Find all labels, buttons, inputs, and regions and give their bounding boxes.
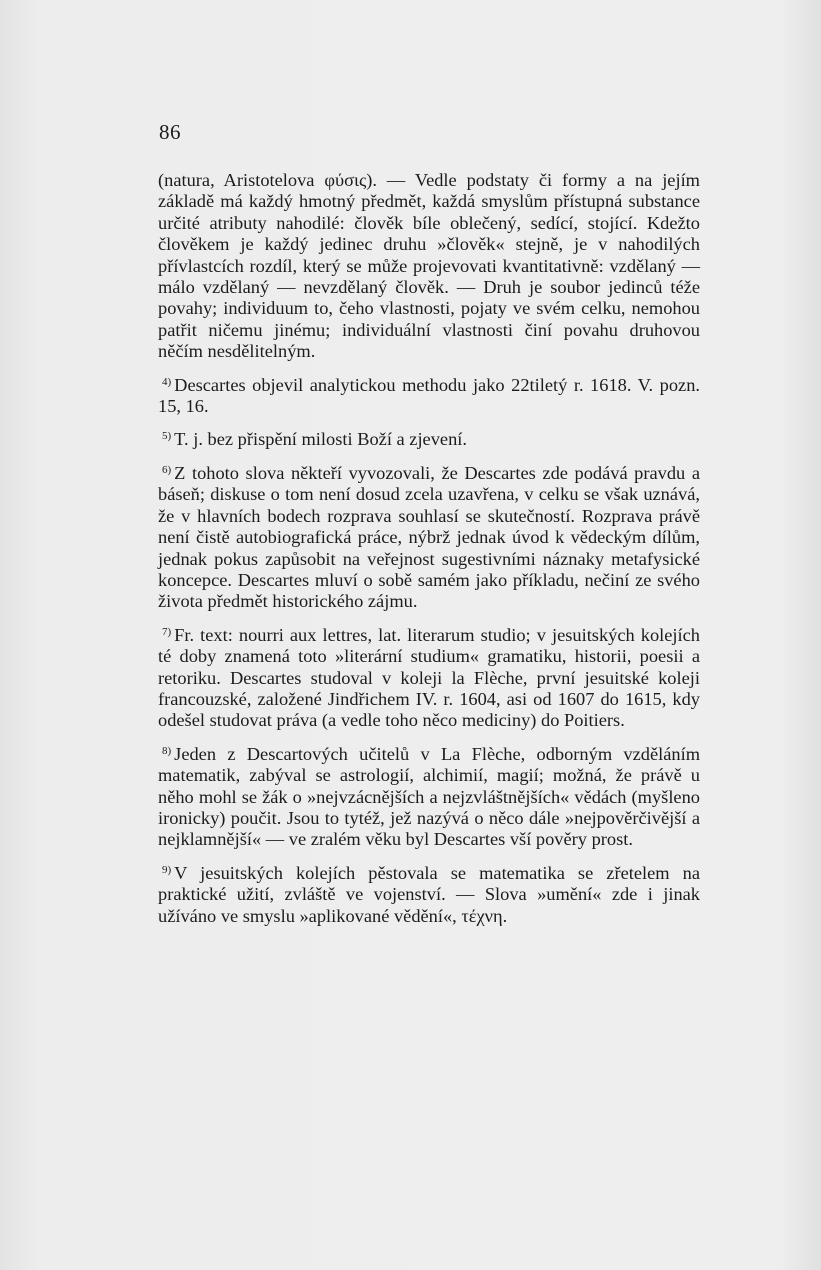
footnote-9-mark: 9)	[162, 863, 172, 876]
footnote-4-text: Descartes objevil analytickou methodu jako 22tiletý r. 1618. V. pozn. 15, 16.	[158, 374, 700, 417]
footnote-4	[158, 372, 700, 418]
footnote-7	[158, 622, 700, 732]
footnote-8-text: Jeden z Descartových učitelů v La Flèche, odborným vzděláním matematik, zabýval se astrologií, alchimií, magií; možná, že právě u něho mohl se žák o »nejvzácnějších a nejzvláštnějších« vědách (myšleno ironicky) poučit. Jsou to tytéž, jež nazývá o něco dále »nejpověrčivější a nejklamnější« — ve zralém věku byl Descartes vší pověry prost.	[158, 743, 700, 850]
footnote-8	[158, 741, 700, 851]
footnote-9-text: V jesuitských kolejích pěstovala se matematika se zřetelem na praktické užití, zvláště ve vojenství. — Slova »umění« zde i jinak užíváno ve smyslu »aplikované vědění«, τέχνη.	[158, 862, 700, 926]
footnote-7-text: Fr. text: nourri aux lettres, lat. literarum studio; v jesuitských kolejích té doby znamená toto »literární studium« gramatiku, historii, poesii a retoriku. Descartes studoval v koleji la Flèche, první jesuitské koleji francouzské, založené Jindřichem IV. r. 1604, asi od 1607 do 1615, kdy odešel studovat práva (a vedle toho něco mediciny) do Poitiers.	[158, 624, 700, 731]
text-block	[158, 170, 700, 927]
footnote-5-text: T. j. bez přispění milosti Boží a zjevení.	[174, 429, 467, 450]
footnote-8-mark: 8)	[162, 744, 172, 757]
footnote-6-mark: 6)	[162, 463, 172, 476]
page-number: 86	[159, 120, 181, 144]
footnote-6	[158, 460, 700, 613]
footnote-5-mark: 5)	[162, 430, 172, 443]
footnote-6-text: Z tohoto slova někteří vyvozovali, že Descartes zde podává pravdu a báseň; diskuse o tom není dosud zcela uzavřena, v celku se však uznává, že v hlavních bodech rozprava souhlasí se skutečností. Rozprava právě není čistě autobiografická práce, nýbrž jednak úvod k vědeckým dílům, jednak pokus zapůsobit na veřejnost sugestivními náznaky metafysické koncepce. Descartes mluví o sobě samém jako příkladu, nečiní ze svého života předmět historického zájmu.	[158, 462, 700, 612]
footnote-9	[158, 860, 700, 927]
footnote-7-mark: 7)	[162, 625, 172, 638]
footnote-5	[158, 426, 700, 450]
main-paragraph: (natura, Aristotelova φύσις). — Vedle podstaty či formy a na jejím základě má každý hmotný předmět, každá smyslům přístupná substance určité atributy nahodilé: člověk bíle oblečený, sedící, stojící. Kdežto člověkem je každý jedinec druhu »člověk« stejně, je v nahodilých přívlastcích rozdíl, který se může projevovati kvantitativně: vzdělaný — málo vzdělaný — nevzdělaný člověk. — Druh je soubor jedinců téže povahy; individuum to, čeho vlastnosti, pojaty ve svém celku, nemohou patřit ničemu jinému; individuální vlastnosti činí povahu druhovou něčím nesdělitelným.	[158, 170, 700, 362]
footnote-4-mark: 4)	[162, 375, 172, 388]
